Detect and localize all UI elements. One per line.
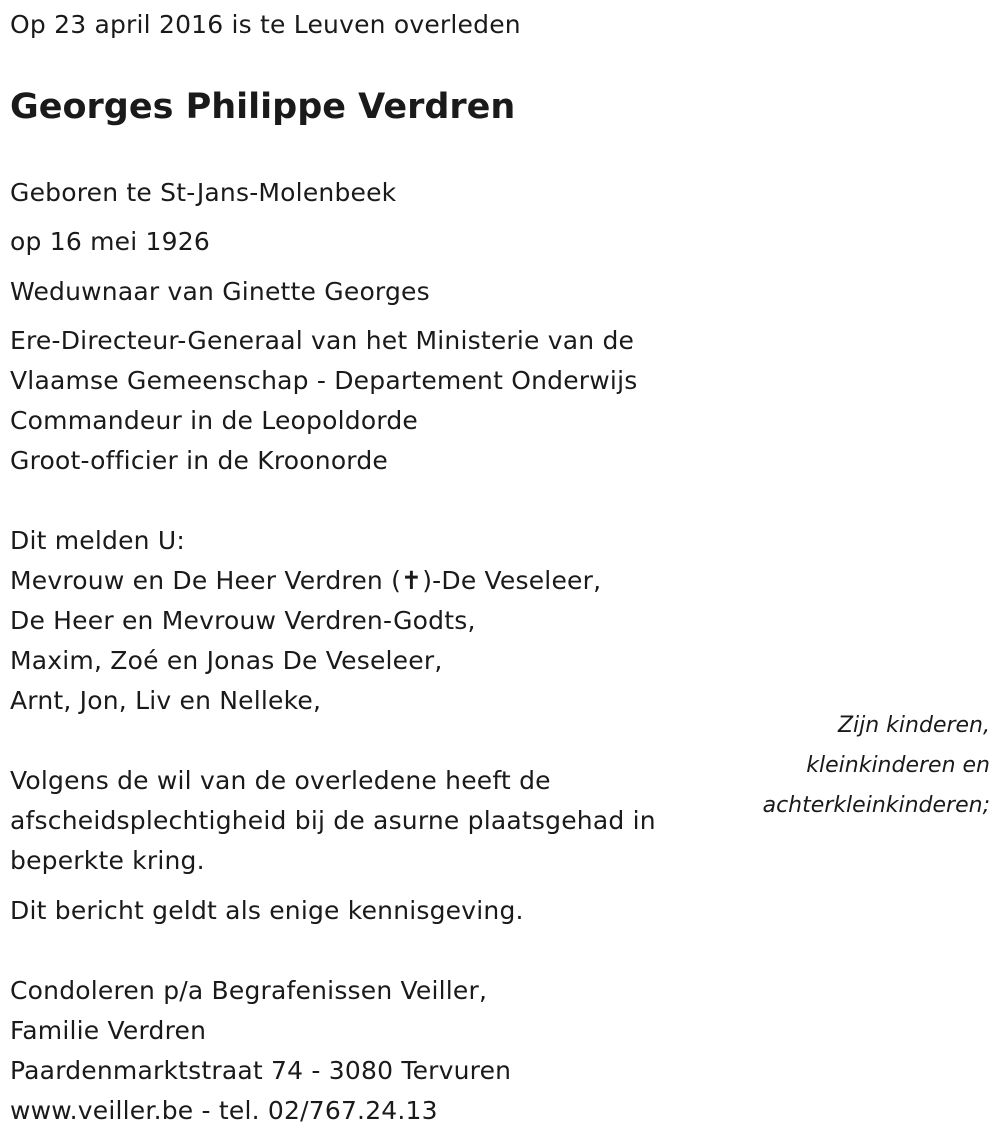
ceremony-line: beperkte kring. — [10, 846, 205, 875]
contact-address: Paardenmarktstraat 74 - 3080 Tervuren — [10, 1056, 512, 1085]
announcer-line: Maxim, Zoé en Jonas De Veseleer, — [10, 646, 443, 675]
deceased-name: Georges Philippe Verdren — [10, 87, 516, 127]
contact-line: Condoleren p/a Begrafenissen Veiller, — [10, 976, 488, 1005]
title-line: Vlaamse Gemeenschap - Departement Onderwijs — [10, 366, 638, 395]
ceremony-line: Volgens de wil van de overledene heeft de — [10, 766, 551, 795]
announcer-line: Mevrouw en De Heer Verdren (✝)-De Veseleer, — [10, 566, 602, 595]
title-line: Groot-officier in de Kroonorde — [10, 446, 388, 475]
announcers-intro: Dit melden U: — [10, 526, 185, 555]
announcer-line: Arnt, Jon, Liv en Nelleke, — [10, 686, 322, 715]
contact-web-phone: www.veiller.be - tel. 02/767.24.13 — [10, 1096, 438, 1125]
title-line: Ere-Directeur-Generaal van het Ministerie van de — [10, 326, 635, 355]
relation-line: Zijn kinderen, — [837, 713, 990, 738]
relation-line: kleinkinderen en — [806, 753, 990, 778]
contact-line: Familie Verdren — [10, 1016, 207, 1045]
announcer-line: De Heer en Mevrouw Verdren-Godts, — [10, 606, 476, 635]
title-line: Commandeur in de Leopoldorde — [10, 406, 419, 435]
intro-line: Op 23 april 2016 is te Leuven overleden — [10, 10, 521, 39]
relation-line: achterkleinkinderen; — [762, 793, 990, 818]
birth-date: op 16 mei 1926 — [10, 227, 210, 256]
widower-of: Weduwnaar van Ginette Georges — [10, 277, 430, 306]
ceremony-line: afscheidsplechtigheid bij de asurne plaatsgehad in — [10, 806, 656, 835]
birth-place: Geboren te St-Jans-Molenbeek — [10, 178, 397, 207]
notice-line: Dit bericht geldt als enige kennisgeving. — [10, 896, 524, 925]
